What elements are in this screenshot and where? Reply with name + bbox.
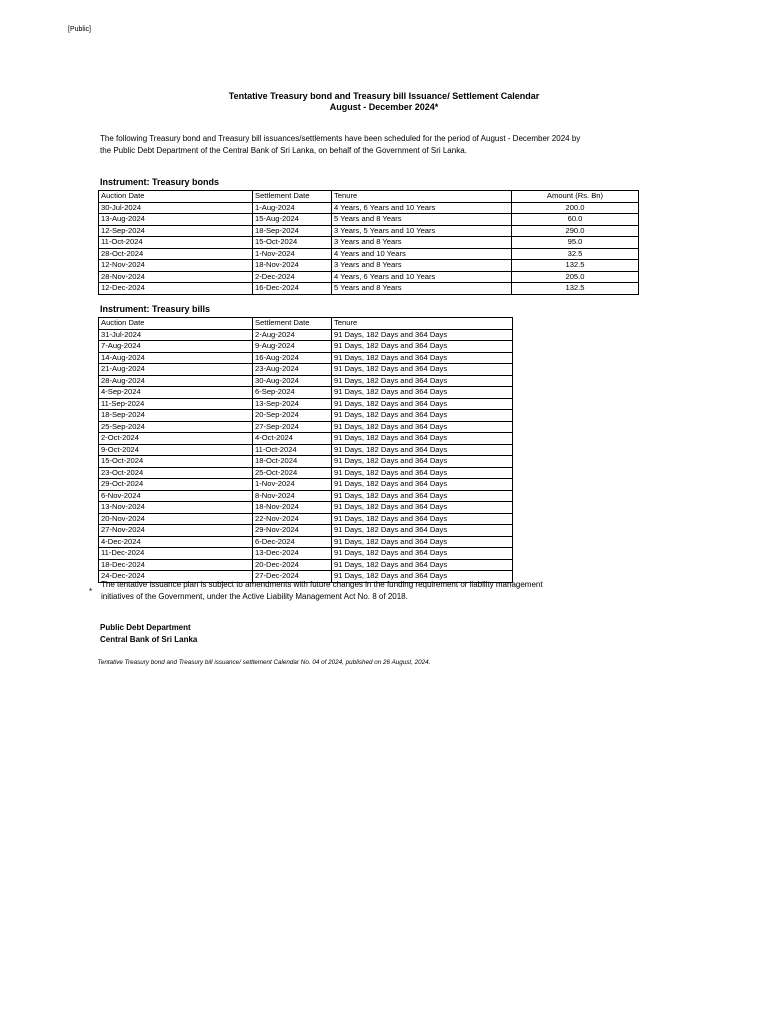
table-cell: 4 Years, 6 Years and 10 Years <box>332 271 512 283</box>
table-row <box>99 202 639 214</box>
table-cell: 60.0 <box>512 214 639 226</box>
table-cell: 24-Dec-2024 <box>99 571 253 583</box>
table-cell: 91 Days, 182 Days and 364 Days <box>332 410 513 422</box>
table-cell: 29-Nov-2024 <box>253 525 332 537</box>
table-row <box>99 341 513 353</box>
table-cell: 3 Years and 8 Years <box>332 260 512 272</box>
table-cell: 11-Dec-2024 <box>99 548 253 560</box>
table-cell: 91 Days, 182 Days and 364 Days <box>332 387 513 399</box>
signature-block <box>100 622 197 646</box>
table-cell: 11-Sep-2024 <box>99 398 253 410</box>
table-row <box>99 410 513 422</box>
table-row <box>99 283 639 295</box>
table-cell: 91 Days, 182 Days and 364 Days <box>332 433 513 445</box>
table-cell: 4-Dec-2024 <box>99 536 253 548</box>
table-row <box>99 375 513 387</box>
table-row <box>99 364 513 376</box>
table-row <box>99 433 513 445</box>
classification-label: [Public] <box>68 26 91 33</box>
table-cell: 28-Nov-2024 <box>99 271 253 283</box>
table-cell: 91 Days, 182 Days and 364 Days <box>332 352 513 364</box>
table-cell: 91 Days, 182 Days and 364 Days <box>332 548 513 560</box>
table-row <box>99 456 513 468</box>
table-row <box>99 525 513 537</box>
table-cell: 3 Years, 5 Years and 10 Years <box>332 225 512 237</box>
table-cell: 91 Days, 182 Days and 364 Days <box>332 467 513 479</box>
table-cell: 91 Days, 182 Days and 364 Days <box>332 421 513 433</box>
table-cell: 20-Nov-2024 <box>99 513 253 525</box>
bonds-heading: Instrument: Treasury bonds <box>100 177 220 187</box>
footnote-line-2: initiatives of the Government, under the Active Liability Management Act No. 8 of 2018. <box>101 592 408 601</box>
table-cell: 1-Nov-2024 <box>253 248 332 260</box>
table-cell: 91 Days, 182 Days and 364 Days <box>332 341 513 353</box>
table-cell: 18-Sep-2024 <box>99 410 253 422</box>
bonds-table <box>98 190 639 295</box>
table-cell: 91 Days, 182 Days and 364 Days <box>332 525 513 537</box>
table-row <box>99 398 513 410</box>
table-cell: 11-Oct-2024 <box>99 237 253 249</box>
table-row <box>99 248 639 260</box>
table-cell: 15-Oct-2024 <box>99 456 253 468</box>
table-row <box>99 225 639 237</box>
bank-name: Central Bank of Sri Lanka <box>100 635 198 644</box>
table-cell: 6-Sep-2024 <box>253 387 332 399</box>
table-row <box>99 271 639 283</box>
table-row <box>99 260 639 272</box>
department-name: Public Debt Department <box>100 623 191 632</box>
intro-line-1: The following Treasury bond and Treasury bill issuances/settlements have been scheduled for the period of August - December 2024 by <box>100 134 581 143</box>
table-cell: 15-Oct-2024 <box>253 237 332 249</box>
document-title <box>0 91 768 113</box>
column-header: Tenure <box>332 318 513 330</box>
table-cell: 91 Days, 182 Days and 364 Days <box>332 490 513 502</box>
intro-line-2: the Public Debt Department of the Central Bank of Sri Lanka, on behalf of the Government of Sri Lanka. <box>100 146 467 155</box>
table-cell: 20-Sep-2024 <box>253 410 332 422</box>
table-cell: 12-Sep-2024 <box>99 225 253 237</box>
bonds-header-row <box>99 191 639 203</box>
table-cell: 91 Days, 182 Days and 364 Days <box>332 329 513 341</box>
table-cell: 91 Days, 182 Days and 364 Days <box>332 444 513 456</box>
table-cell: 4 Years and 10 Years <box>332 248 512 260</box>
table-cell: 23-Aug-2024 <box>253 364 332 376</box>
title-line-2: August - December 2024* <box>329 102 439 112</box>
table-cell: 132.5 <box>512 283 639 295</box>
table-cell: 91 Days, 182 Days and 364 Days <box>332 502 513 514</box>
table-cell: 1-Aug-2024 <box>253 202 332 214</box>
table-cell: 18-Nov-2024 <box>253 260 332 272</box>
table-cell: 5 Years and 8 Years <box>332 214 512 226</box>
table-cell: 30-Aug-2024 <box>253 375 332 387</box>
table-cell: 31-Jul-2024 <box>99 329 253 341</box>
table-row <box>99 536 513 548</box>
table-cell: 290.0 <box>512 225 639 237</box>
table-cell: 18-Sep-2024 <box>253 225 332 237</box>
table-cell: 91 Days, 182 Days and 364 Days <box>332 571 513 583</box>
bills-table <box>98 317 513 583</box>
table-cell: 2-Dec-2024 <box>253 271 332 283</box>
table-row <box>99 444 513 456</box>
table-cell: 91 Days, 182 Days and 364 Days <box>332 456 513 468</box>
table-cell: 6-Nov-2024 <box>99 490 253 502</box>
table-cell: 11-Oct-2024 <box>253 444 332 456</box>
intro-paragraph <box>100 133 660 157</box>
table-cell: 91 Days, 182 Days and 364 Days <box>332 479 513 491</box>
table-row <box>99 421 513 433</box>
note-marker: * <box>89 587 93 596</box>
table-cell: 27-Sep-2024 <box>253 421 332 433</box>
table-cell: 32.5 <box>512 248 639 260</box>
table-cell: 27-Dec-2024 <box>253 571 332 583</box>
table-cell: 132.5 <box>512 260 639 272</box>
column-header: Settlement Date <box>253 191 332 203</box>
table-cell: 5 Years and 8 Years <box>332 283 512 295</box>
table-cell: 1-Nov-2024 <box>253 479 332 491</box>
table-cell: 18-Oct-2024 <box>253 456 332 468</box>
table-cell: 30-Jul-2024 <box>99 202 253 214</box>
table-cell: 8-Nov-2024 <box>253 490 332 502</box>
table-row <box>99 467 513 479</box>
column-header: Auction Date <box>99 318 253 330</box>
table-cell: 13-Dec-2024 <box>253 548 332 560</box>
table-cell: 91 Days, 182 Days and 364 Days <box>332 375 513 387</box>
table-row <box>99 548 513 560</box>
footnote-line-1: The tentative issuance plan is subject to amendments with future changes in the funding requirement or liability management <box>101 580 543 589</box>
table-cell: 13-Aug-2024 <box>99 214 253 226</box>
table-row <box>99 329 513 341</box>
table-cell: 21-Aug-2024 <box>99 364 253 376</box>
table-cell: 91 Days, 182 Days and 364 Days <box>332 364 513 376</box>
table-cell: 200.0 <box>512 202 639 214</box>
table-cell: 13-Sep-2024 <box>253 398 332 410</box>
table-cell: 9-Aug-2024 <box>253 341 332 353</box>
table-cell: 25-Sep-2024 <box>99 421 253 433</box>
table-cell: 22-Nov-2024 <box>253 513 332 525</box>
table-cell: 29-Oct-2024 <box>99 479 253 491</box>
table-cell: 20-Dec-2024 <box>253 559 332 571</box>
table-row <box>99 502 513 514</box>
table-cell: 16-Dec-2024 <box>253 283 332 295</box>
bills-heading: Instrument: Treasury bills <box>100 304 211 314</box>
table-cell: 12-Nov-2024 <box>99 260 253 272</box>
table-cell: 14-Aug-2024 <box>99 352 253 364</box>
table-row <box>99 387 513 399</box>
table-cell: 205.0 <box>512 271 639 283</box>
column-header: Auction Date <box>99 191 253 203</box>
table-cell: 91 Days, 182 Days and 364 Days <box>332 513 513 525</box>
table-row <box>99 479 513 491</box>
table-cell: 28-Oct-2024 <box>99 248 253 260</box>
table-cell: 13-Nov-2024 <box>99 502 253 514</box>
table-cell: 91 Days, 182 Days and 364 Days <box>332 536 513 548</box>
table-cell: 15-Aug-2024 <box>253 214 332 226</box>
footnote <box>101 579 641 603</box>
table-row <box>99 214 639 226</box>
footer-caption: Tentative Treasury bond and Treasury bill issuance/ settlement Calendar No. 04 of 2024, published on 26 August, 2024. <box>97 659 431 666</box>
table-cell: 9-Oct-2024 <box>99 444 253 456</box>
table-cell: 91 Days, 182 Days and 364 Days <box>332 398 513 410</box>
table-cell: 2-Oct-2024 <box>99 433 253 445</box>
table-cell: 91 Days, 182 Days and 364 Days <box>332 559 513 571</box>
table-row <box>99 490 513 502</box>
table-cell: 4-Oct-2024 <box>253 433 332 445</box>
table-cell: 18-Dec-2024 <box>99 559 253 571</box>
table-cell: 6-Dec-2024 <box>253 536 332 548</box>
table-cell: 28-Aug-2024 <box>99 375 253 387</box>
table-cell: 16-Aug-2024 <box>253 352 332 364</box>
table-row <box>99 352 513 364</box>
table-cell: 3 Years and 8 Years <box>332 237 512 249</box>
table-cell: 95.0 <box>512 237 639 249</box>
column-header: Amount (Rs. Bn) <box>512 191 639 203</box>
bills-header-row <box>99 318 513 330</box>
table-row <box>99 237 639 249</box>
column-header: Tenure <box>332 191 512 203</box>
table-cell: 2-Aug-2024 <box>253 329 332 341</box>
table-cell: 7-Aug-2024 <box>99 341 253 353</box>
table-row <box>99 559 513 571</box>
title-line-1: Tentative Treasury bond and Treasury bill Issuance/ Settlement Calendar <box>228 91 540 101</box>
table-cell: 18-Nov-2024 <box>253 502 332 514</box>
column-header: Settlement Date <box>253 318 332 330</box>
table-cell: 12-Dec-2024 <box>99 283 253 295</box>
table-cell: 23-Oct-2024 <box>99 467 253 479</box>
table-cell: 25-Oct-2024 <box>253 467 332 479</box>
table-cell: 4-Sep-2024 <box>99 387 253 399</box>
table-row <box>99 513 513 525</box>
table-cell: 4 Years, 6 Years and 10 Years <box>332 202 512 214</box>
table-cell: 27-Nov-2024 <box>99 525 253 537</box>
